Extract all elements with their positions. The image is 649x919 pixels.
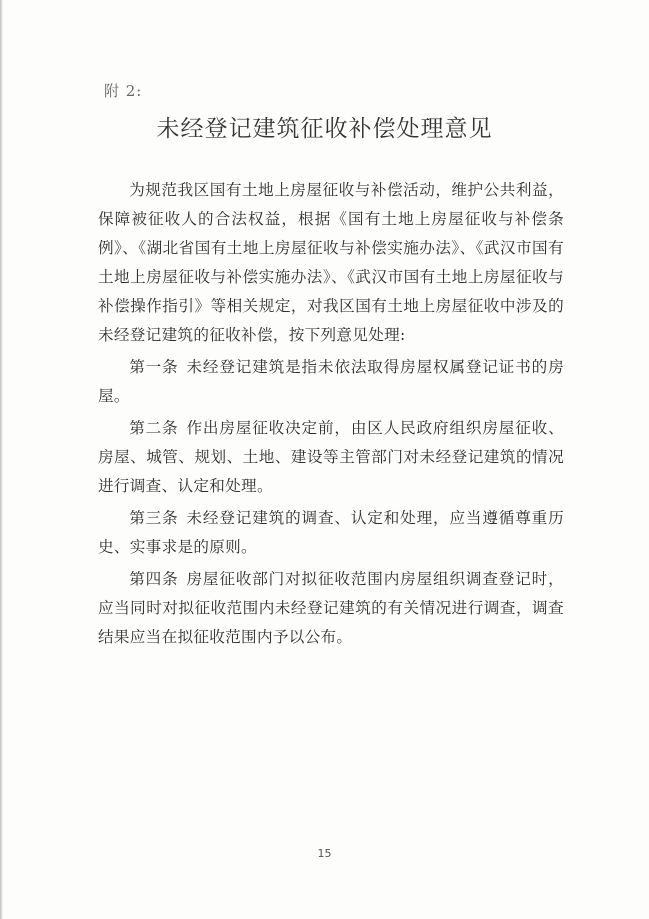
paragraph-text: 房屋征收部门对拟征收范围内房屋组织调查登记时，应当同时对拟征收范围内未经登记建筑的有关情况进行调查，调查结果应当在拟征收范围内予以公布。 (98, 570, 564, 646)
paragraph-article-4 (98, 565, 564, 652)
paragraph-article-2 (98, 414, 564, 501)
page-number: 15 (317, 847, 332, 860)
paragraph-preamble (98, 176, 564, 350)
article-number: 第四条 (129, 570, 179, 588)
paragraph-text: 未经登记建筑是指未依法取得房屋权属登记证书的房屋。 (98, 358, 564, 405)
paragraph-text: 为规范我区国有土地上房屋征收与补偿活动，维护公共利益，保障被征收人的合法权益，根据《国有土地上房屋征收与补偿条例》、《湖北省国有土地上房屋征收与补偿实施办法》、《武汉市国有土地上房屋征收与补偿实施办法》、《武汉市国有土地上房屋征收与补偿操作指引》等相关规定，对我区国有土地上房屋征收中涉及的未经登记建筑的征收补偿，按下列意见处理: (98, 181, 564, 344)
attachment-label: 附 2: (104, 82, 143, 100)
article-number: 第三条 (129, 509, 179, 527)
article-number: 第二条 (129, 419, 179, 437)
paragraph-article-3 (98, 504, 564, 562)
article-number: 第一条 (129, 358, 179, 376)
paragraph-text: 未经登记建筑的调查、认定和处理，应当遵循尊重历史、实事求是的原则。 (98, 509, 564, 556)
paragraph-text: 作出房屋征收决定前，由区人民政府组织房屋征收、房屋、城管、规划、土地、建设等主管部门对未经登记建筑的情况进行调查、认定和处理。 (98, 419, 564, 495)
paragraph-article-1 (98, 353, 564, 411)
document-body (98, 176, 564, 655)
document-title: 未经登记建筑征收补偿处理意见 (156, 116, 493, 142)
